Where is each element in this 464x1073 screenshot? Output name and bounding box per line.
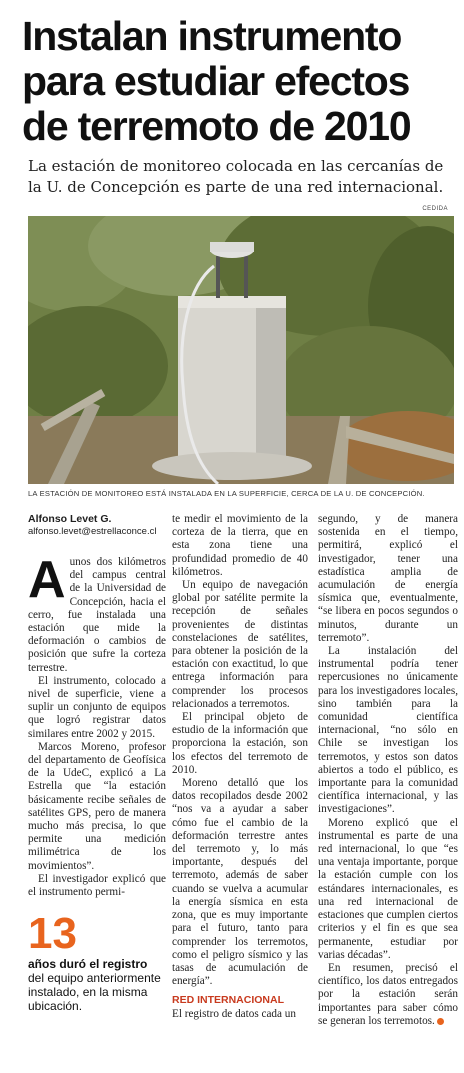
byline-email[interactable]: alfonso.levet@estrellaconce.cl: [28, 526, 157, 537]
article-column-3: [318, 513, 458, 1028]
paragraph: La instalación del instrumental podría tener repercusiones no únicamente para los investigadores locales, sino también para la comunidad científica internacional, “no sólo en Chile se investigan los terremotos, y estos son datos abiertos a todo el público, es importante para la comunidad científica internacional, y las investigaciones”.: [318, 645, 458, 816]
monitoring-station-photo: [28, 216, 454, 484]
drop-cap: A: [28, 551, 66, 609]
paragraph: En resumen, precisó el científico, los datos entregados por la estación serán importantes para saber cómo se generan los terremotos.: [318, 961, 458, 1027]
headline: Instalan instrumento para estudiar efectos de terremoto de 2010: [22, 13, 411, 149]
byline-name: Alfonso Levet G.: [28, 513, 112, 525]
paragraph: El investigador explicó que el instrumento permi-: [28, 872, 166, 899]
paragraph: segundo, y de manera sostenida en el tiempo, permitirá, explicó el investigador, tener una estadística amplia de acumulación de energía sísmica que, eventualmente, “se libera en pocos segundos o minutos, durante un terremoto”.: [318, 513, 458, 644]
section-subhead: RED INTERNACIONAL: [172, 994, 284, 1007]
highlight-number: 13: [28, 909, 77, 959]
article-column-2: [172, 513, 308, 1021]
photo: [28, 216, 454, 484]
paragraph: El principal objeto de estudio de la información que proporciona la estación, son los efectos del terremoto de 2010.: [172, 711, 308, 776]
deck: La estación de monitoreo colocada en las cercanías de la U. de Concepción es parte de una red internacional.: [28, 157, 444, 196]
end-mark-icon: [437, 1018, 444, 1025]
highlight-text: años duró el registro del equipo anteriormente instalado, en la misma ubicación.: [28, 957, 161, 1014]
paragraph: Un equipo de navegación global por satélite permite la recepción de señales provenientes de distintas constelaciones de satélites, para obtener la posición de la estación con exactitud, lo que entrega información para comprender los procesos relacionados a terremotos.: [172, 579, 308, 710]
paragraph: El registro de datos cada un: [172, 1007, 296, 1020]
photo-credit: CEDIDA: [422, 206, 448, 212]
paragraph: Moreno explicó que el instrumental es parte de una red internacional, lo que “es una ventaja importante, porque la estación cumple con los estándares internacionales, es una red internacional de estaciones que cumplen ciertos criterios y el fin es que sea permanente, estudiar por varias décadas”.: [318, 816, 458, 961]
paragraph: Marcos Moreno, profesor del departamento de Geofísica de la UdeC, explicó a La Estrella que “la estación básicamente recibe señales de satélites GPS, pero de manera mucho más precisa, lo que permite una medición milimétrica de los movimientos”.: [28, 740, 166, 872]
paragraph: te medir el movimiento de la corteza de la tierra, que en esta zona tiene una profundidad promedio de 40 kilómetros.: [172, 513, 308, 578]
article-column-1: [28, 513, 166, 1013]
paragraph: El instrumento, colocado a nivel de superficie, viene a suplir un conjunto de equipos que logró registrar datos similares entre 2002 y 2015.: [28, 674, 166, 740]
paragraph: Moreno detalló que los datos recopilados desde 2002 “nos va a ayudar a saber cómo fue el cambio de la deformación terrestre antes del terremoto y, lo más importante, después del terremoto, además de saber cuando se vuelva a acumular la energía sísmica en esta zona, que es muy importante para el futuro, tanto para comprender los terremotos, como el peligro sísmico y las tasas de acumulación de energía”.: [172, 777, 308, 988]
photo-caption: LA ESTACIÓN DE MONITOREO ESTÁ INSTALADA EN LA SUPERFICIE, CERCA DE LA U. DE CONCEPCIÓN.: [28, 489, 425, 498]
paragraph: Aunos dos kilómetros del campus central de la Universidad de Concepción, hacia el cerro, fue instalada una estación que mide la deformación o cambios de posición que sufre la corteza terrestre.: [28, 551, 166, 674]
